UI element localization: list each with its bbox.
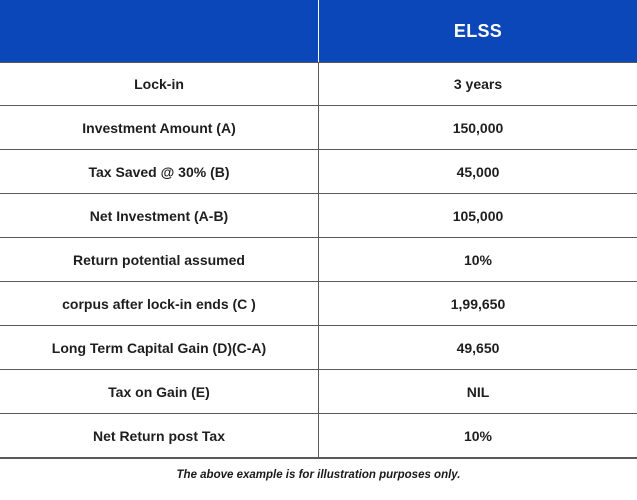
row-label-corpus: corpus after lock-in ends (C ): [0, 282, 319, 325]
table-row: [0, 194, 637, 238]
table-row: [0, 106, 637, 150]
row-label-tax-on-gain: Tax on Gain (E): [0, 370, 319, 413]
row-value-net-return: 10%: [463, 427, 493, 444]
row-value-tax-on-gain: NIL: [466, 383, 490, 400]
table-row: [0, 326, 637, 370]
row-label-net-return: Net Return post Tax: [0, 414, 319, 457]
row-label-investment-amount: Investment Amount (A): [0, 106, 319, 149]
table-row: [0, 62, 637, 106]
row-label-lock-in: Lock-in: [0, 63, 319, 105]
row-label-tax-saved: Tax Saved @ 30% (B): [0, 150, 319, 193]
table-body: [0, 62, 637, 459]
row-label-return-potential: Return potential assumed: [0, 238, 319, 281]
header-empty-cell: [0, 0, 319, 62]
row-value-return-potential: 10%: [463, 251, 493, 268]
row-value-ltcg: 49,650: [456, 339, 500, 356]
row-value-investment-amount: 150,000: [452, 119, 504, 136]
table-row: [0, 238, 637, 282]
row-label-ltcg: Long Term Capital Gain (D)(C-A): [0, 326, 319, 369]
table-header: [0, 0, 637, 62]
row-value-lock-in: 3 years: [453, 76, 503, 92]
row-value-tax-saved: 45,000: [456, 163, 500, 180]
illustration-footnote: The above example is for illustration purposes only.: [176, 469, 461, 481]
row-label-net-investment: Net Investment (A-B): [0, 194, 319, 237]
header-elss-title: ELSS: [453, 20, 503, 41]
table-row: [0, 414, 637, 458]
row-value-net-investment: 105,000: [452, 207, 504, 224]
table-row: [0, 370, 637, 414]
table-row: [0, 282, 637, 326]
table-row: [0, 150, 637, 194]
row-value-corpus: 1,99,650: [450, 295, 506, 312]
